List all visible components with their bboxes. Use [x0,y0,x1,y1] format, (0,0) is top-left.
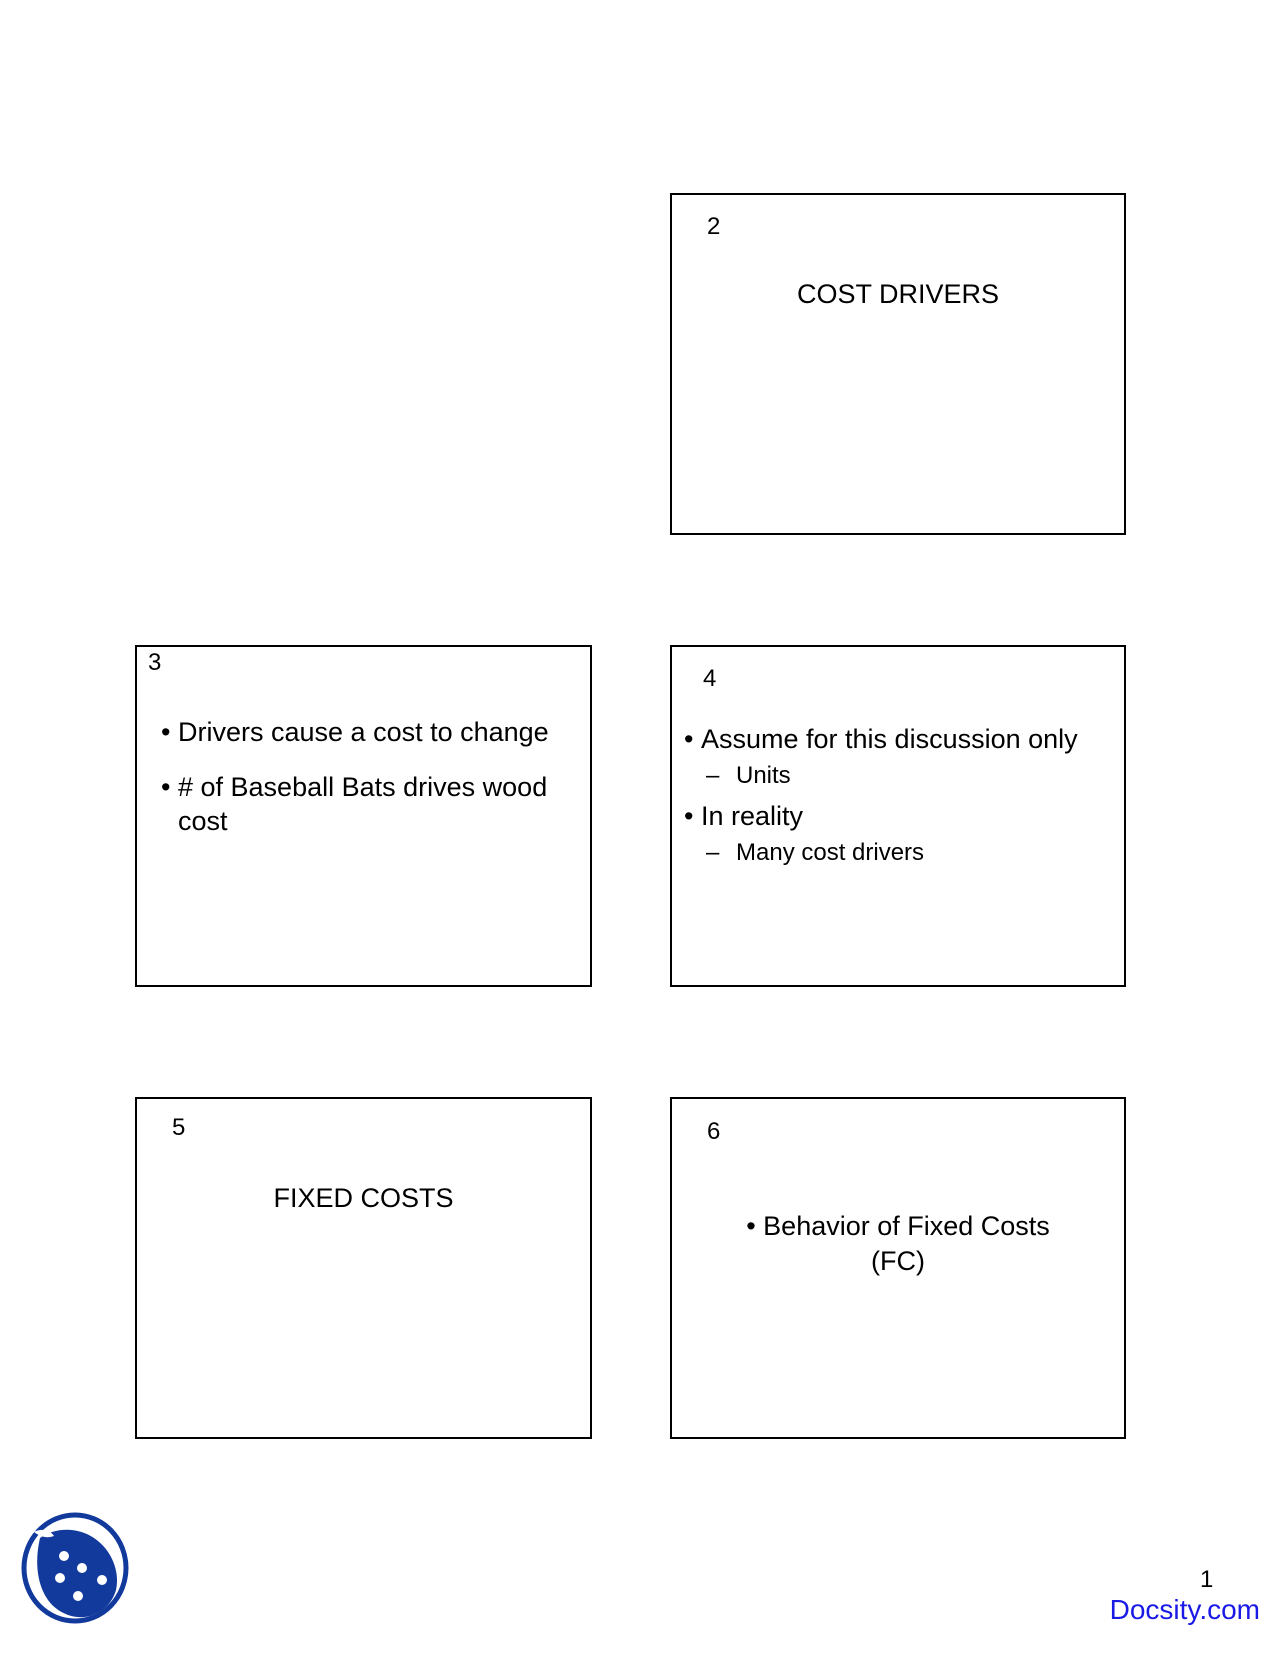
sub-bullet-item [706,838,925,868]
slide-number: 5 [172,1114,186,1141]
slide-6 [670,1097,1126,1439]
bullet-icon: • [684,801,694,831]
bullet-item [684,722,1078,757]
bullet-text: Behavior of Fixed Costs [763,1211,1050,1241]
slide-3 [135,645,592,987]
bullet-continuation [178,804,228,839]
slide-title: FIXED COSTS [273,1183,454,1213]
slide-number: 4 [703,665,717,692]
dash-icon: – [706,762,720,789]
bullet-icon: • [161,717,171,747]
bullet-icon: • [746,1211,756,1241]
bullet-item [672,1209,1124,1244]
dash-icon: – [706,839,720,866]
slide-5 [135,1097,592,1439]
slide-4 [670,645,1126,987]
bullet-continuation [672,1244,1124,1279]
page-number: 1 [1200,1566,1214,1593]
slide-2 [670,193,1126,535]
sub-bullet-item [706,761,791,791]
slide-number: 2 [707,213,721,240]
sub-bullet-text: Many cost drivers [736,839,925,866]
bullet-text: cost [178,806,228,836]
docsity-brand-link[interactable]: Docsity.com [1109,1594,1260,1625]
docsity-logo-icon [20,1512,130,1624]
sub-bullet-text: Units [736,762,791,789]
bullet-item [161,715,549,750]
slide-number: 3 [148,649,162,676]
slide-title: COST DRIVERS [796,279,1000,309]
bullet-text: Assume for this discussion only [701,724,1078,754]
bullet-item [684,799,804,834]
bullet-text: # of Baseball Bats drives wood [178,772,548,802]
bullet-icon: • [684,724,694,754]
bullet-text: In reality [701,801,804,831]
slide-number: 6 [707,1118,721,1145]
bullet-text: Drivers cause a cost to change [178,717,549,747]
bullet-icon: • [161,772,171,802]
bullet-item [161,770,548,805]
bullet-text: (FC) [871,1246,925,1276]
